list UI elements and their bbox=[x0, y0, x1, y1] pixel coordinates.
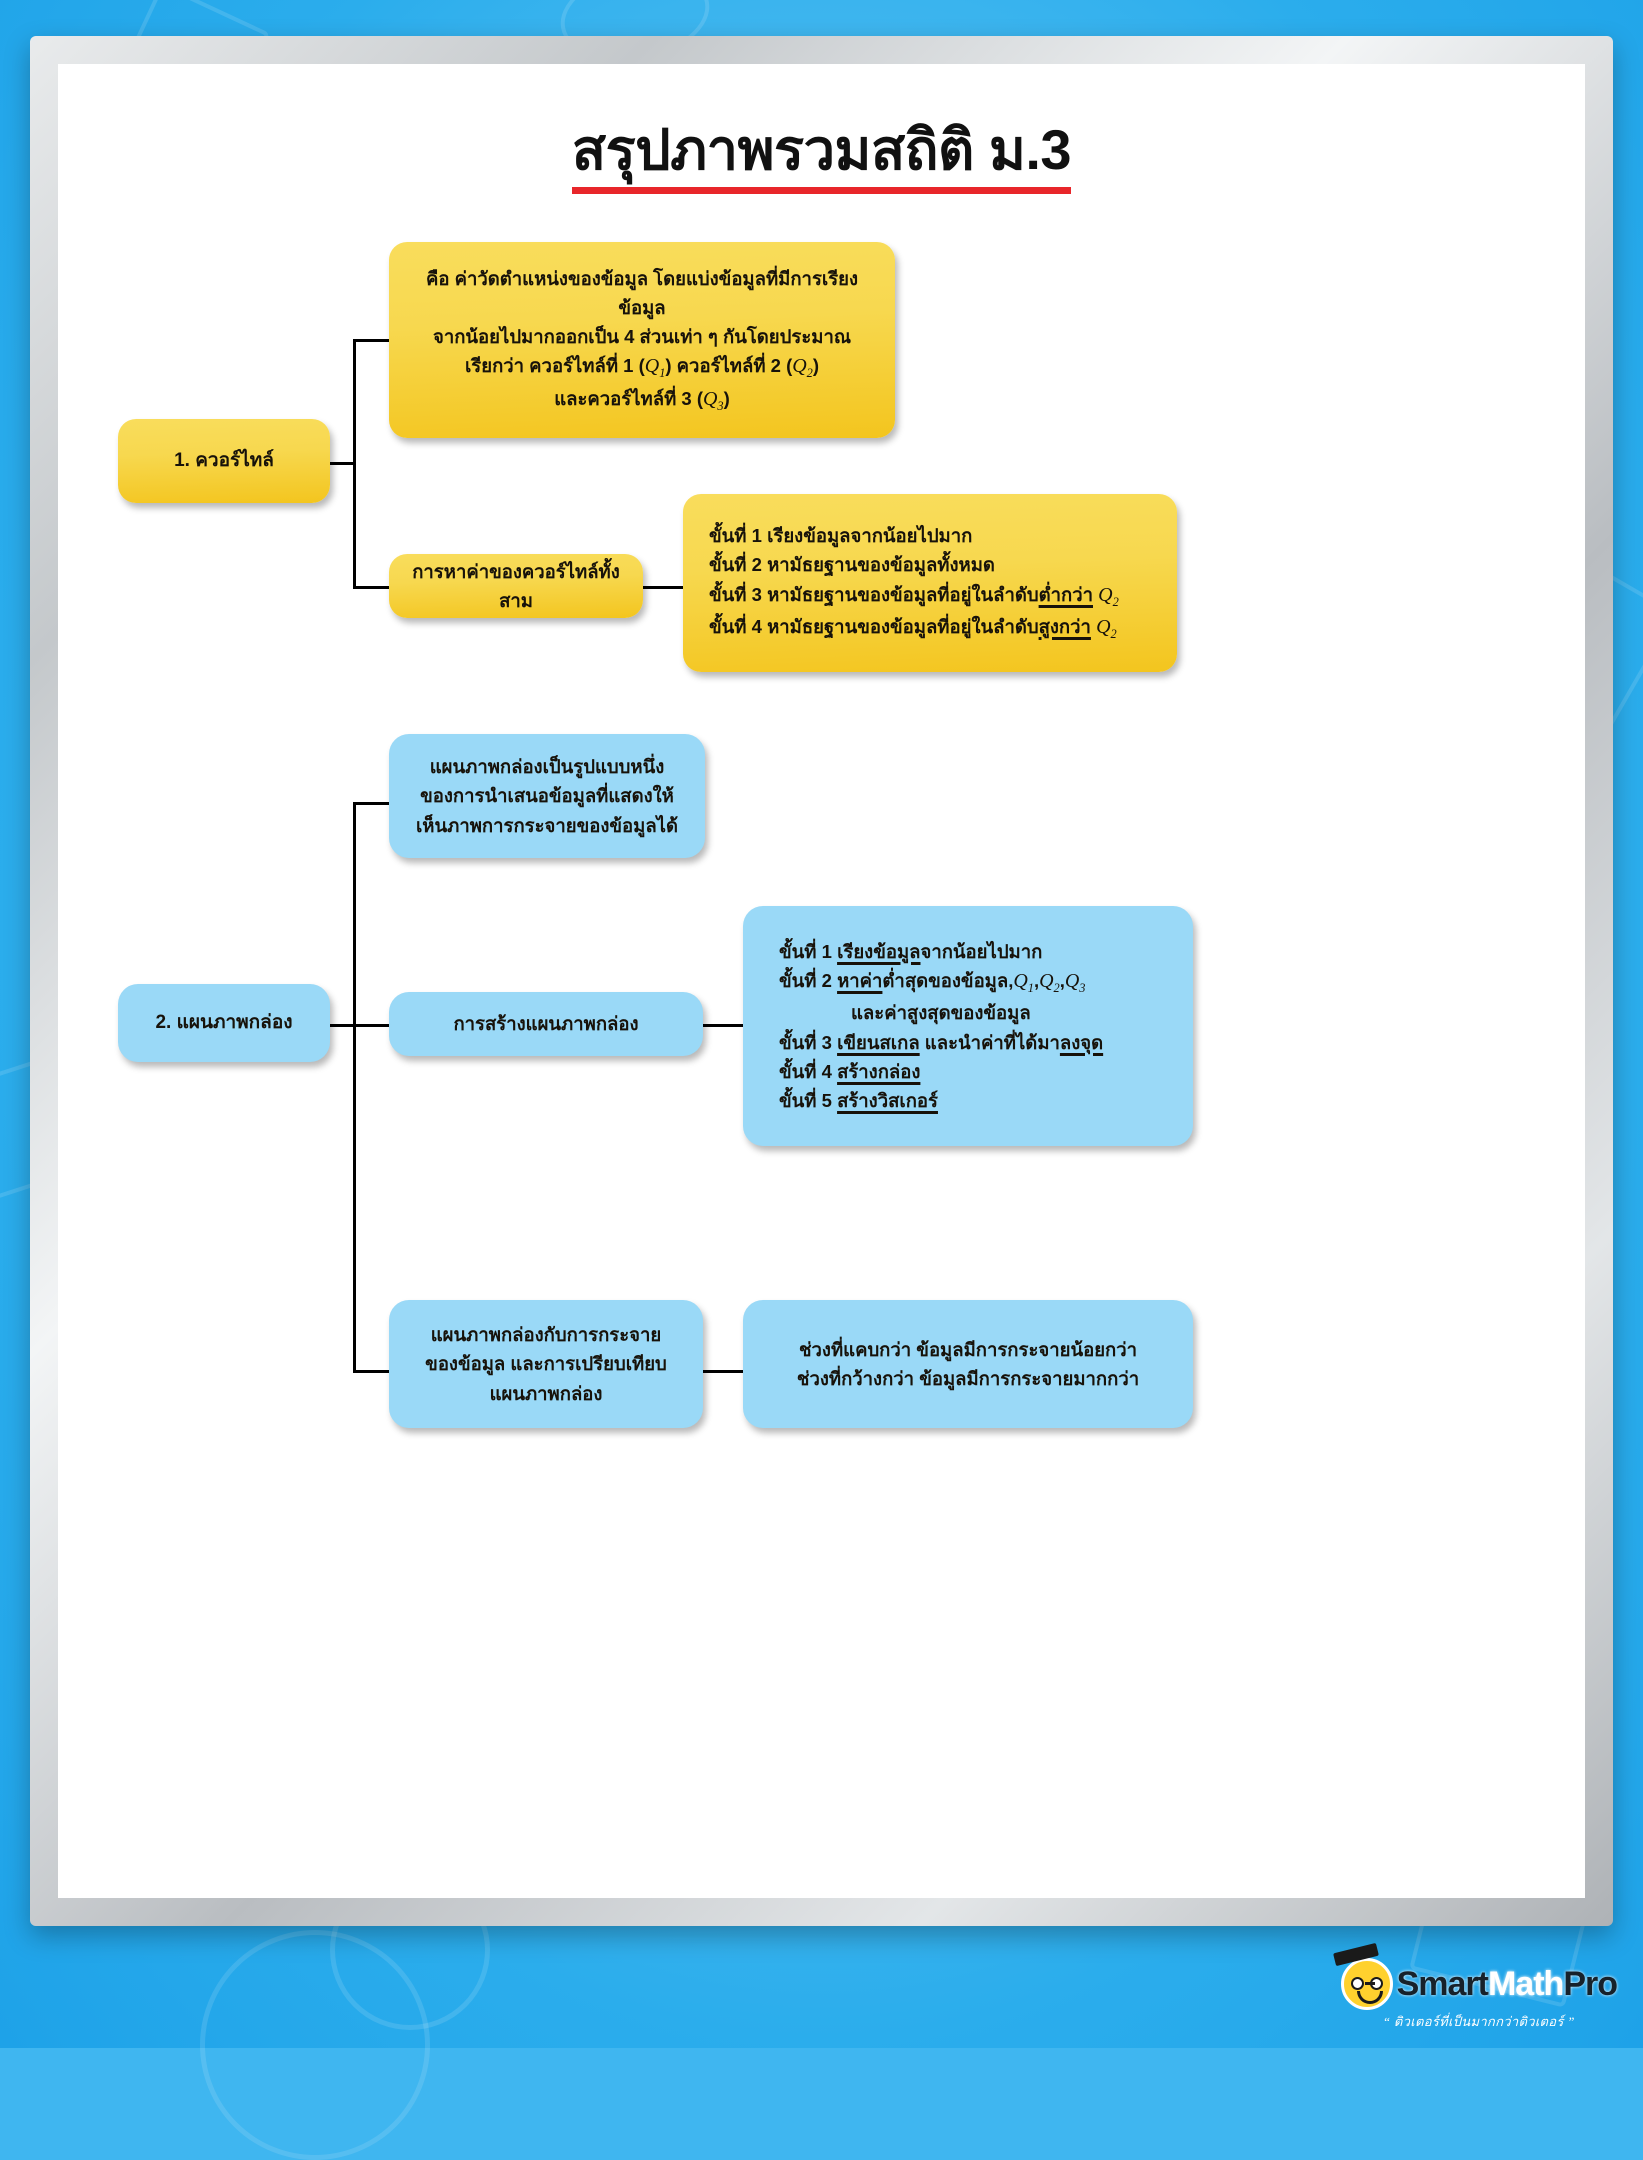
boxplot-step-3 bbox=[779, 1028, 1103, 1057]
boxplot-step-2-q1: $Q_1$ bbox=[1013, 969, 1034, 995]
connector-s2-label-stub bbox=[328, 1024, 356, 1027]
brand-smart: Smart bbox=[1396, 1964, 1488, 2003]
definition-line-2: จากน้อยไปมากออกเป็น 4 ส่วนเท่า ๆ กันโดยประมาณ bbox=[432, 326, 851, 348]
brand-logo bbox=[1341, 1958, 1617, 2032]
boxplot-step-5-underlined: สร้างวิสเกอร์ bbox=[837, 1090, 938, 1112]
boxplot-step-5-number: ขั้นที่ 5 bbox=[779, 1090, 832, 1112]
node-quartile-label-text: 1. ควอร์ไทล์ bbox=[174, 449, 274, 471]
quartile-step-4-underlined: สูงกว่า bbox=[1038, 616, 1091, 638]
quartile-step-3 bbox=[709, 580, 1119, 613]
definition-line-3-b: ) ควอร์ไทล์ที่ 2 ( bbox=[665, 355, 793, 377]
graduate-face-icon bbox=[1341, 1958, 1393, 2010]
node-boxplot-construct-label-text: การสร้างแผนภาพกล่อง bbox=[453, 1013, 639, 1035]
boxplot-step-1-underlined: เรียงข้อมูล bbox=[837, 940, 921, 962]
quartile-step-4-number: ขั้นที่ 4 bbox=[709, 616, 762, 638]
boxplot-step-3-number: ขั้นที่ 3 bbox=[779, 1031, 832, 1053]
brand-logo-row bbox=[1341, 1958, 1617, 2010]
connector-s2-compare-to-detail bbox=[703, 1370, 743, 1373]
connector-s2-branch-2 bbox=[353, 1024, 389, 1027]
definition-line-1: คือ ค่าวัดตำแหน่งของข้อมูล โดยแบ่งข้อมูลที่มีการเรียงข้อมูล bbox=[425, 267, 859, 318]
node-boxplot-compare-detail[interactable] bbox=[743, 1300, 1193, 1428]
definition-line-3 bbox=[465, 351, 819, 384]
boxplot-step-1-number: ขั้นที่ 1 bbox=[779, 940, 832, 962]
brand-math: Math bbox=[1487, 1964, 1564, 2003]
boxplot-definition-line-1: แผนภาพกล่องเป็นรูปแบบหนึ่ง bbox=[429, 756, 665, 778]
page-title-container bbox=[58, 119, 1585, 194]
node-boxplot-construct-label[interactable] bbox=[389, 992, 703, 1056]
compare-label-line-2: ของข้อมูล และการเปรียบเทียบ bbox=[425, 1353, 667, 1375]
boxplot-step-5 bbox=[779, 1086, 938, 1115]
node-boxplot-definition[interactable] bbox=[389, 734, 705, 858]
page-title: สรุปภาพรวมสถิติ ม.3 bbox=[572, 119, 1071, 194]
brand-pro: Pro bbox=[1563, 1964, 1617, 2003]
boxplot-definition-line-3: เห็นภาพการกระจายของข้อมูลได้ bbox=[415, 814, 678, 836]
boxplot-step-1 bbox=[779, 937, 1042, 966]
quartile-step-1-text: เรียงข้อมูลจากน้อยไปมาก bbox=[767, 525, 973, 547]
node-quartile-definition[interactable] bbox=[389, 242, 895, 438]
quartile-step-1 bbox=[709, 521, 972, 550]
definition-line-4-a: และควอร์ไทล์ที่ 3 ( bbox=[554, 387, 703, 409]
definition-line-3-a: เรียกว่า ควอร์ไทล์ที่ 1 ( bbox=[464, 355, 645, 377]
quartile-step-1-number: ขั้นที่ 1 bbox=[709, 525, 762, 547]
compare-detail-line-2: ช่วงที่กว้างกว่า ข้อมูลมีการกระจายมากกว่า bbox=[796, 1368, 1140, 1389]
connector-s1-sub-to-steps bbox=[643, 586, 683, 589]
connector-s2-branch-1 bbox=[353, 802, 389, 805]
definition-line-4 bbox=[554, 384, 730, 417]
connector-s1-label-stub bbox=[328, 462, 356, 465]
node-boxplot-construct-steps[interactable] bbox=[743, 906, 1193, 1146]
boxplot-step-3-underlined-2: ลงจุด bbox=[1059, 1031, 1104, 1053]
connector-s2-branch-3 bbox=[353, 1370, 389, 1373]
node-boxplot-label-text: 2. แผนภาพกล่อง bbox=[155, 1011, 293, 1033]
connector-s1-top-branch bbox=[353, 339, 389, 342]
connector-s1-bottom-branch bbox=[353, 586, 389, 589]
definition-line-3-c: ) bbox=[812, 355, 820, 377]
connector-s2-vertical bbox=[353, 802, 356, 1372]
poster-canvas bbox=[58, 64, 1585, 1898]
q1-symbol: $Q_1$ bbox=[644, 355, 666, 381]
boxplot-step-3-text: และนำค่าที่ได้มา bbox=[919, 1031, 1060, 1053]
quartile-step-4 bbox=[709, 612, 1117, 645]
poster-frame bbox=[30, 36, 1613, 1926]
compare-label-line-1: แผนภาพกล่องกับการกระจาย bbox=[430, 1324, 662, 1346]
boxplot-step-2: ขั้นที่ 2 หาค่าต่ำสุดของข้อมูล$,Q_1,Q_2,Q_3$ bbox=[779, 969, 1086, 995]
eye-left-icon bbox=[1351, 1977, 1364, 1990]
boxplot-step-4-underlined: สร้างกล่อง bbox=[837, 1060, 921, 1082]
compare-label-line-3: แผนภาพกล่อง bbox=[489, 1382, 603, 1404]
boxplot-step-2-cont bbox=[779, 998, 1031, 1027]
boxplot-step-3-underlined: เขียนสเกล bbox=[837, 1031, 920, 1053]
definition-line-4-b: ) bbox=[723, 387, 730, 409]
boxplot-step-2-q2: $Q_2$ bbox=[1039, 969, 1060, 995]
node-quartile-steps[interactable] bbox=[683, 494, 1177, 672]
q2-symbol: $Q_2$ bbox=[792, 355, 813, 381]
boxplot-step-4-number: ขั้นที่ 4 bbox=[779, 1060, 832, 1082]
compare-detail-line-1: ช่วงที่แคบกว่า ข้อมูลมีการกระจายน้อยกว่า bbox=[798, 1338, 1138, 1360]
boxplot-step-2-underlined: หาค่า bbox=[837, 969, 883, 991]
quartile-step-3-underlined: ต่ำกว่า bbox=[1038, 583, 1093, 605]
q3-symbol: $Q_3$ bbox=[703, 387, 724, 413]
connector-s2-construct-to-steps bbox=[703, 1024, 743, 1027]
node-quartile-method-label[interactable] bbox=[389, 554, 643, 618]
boxplot-step-2-text: ต่ำสุดของข้อมูล, bbox=[882, 969, 1014, 991]
quartile-step-4-text: หามัธยฐานของข้อมูลที่อยู่ในลำดับ bbox=[767, 616, 1039, 638]
quartile-step-2-number: ขั้นที่ 2 bbox=[709, 554, 762, 576]
node-boxplot-compare-label[interactable] bbox=[389, 1300, 703, 1428]
boxplot-step-2-cont-text: และค่าสูงสุดของข้อมูล bbox=[851, 1002, 1031, 1024]
smile-icon bbox=[1357, 1991, 1383, 2004]
node-boxplot-label[interactable] bbox=[118, 984, 330, 1062]
boxplot-step-2-number: ขั้นที่ 2 bbox=[779, 969, 832, 991]
quartile-step-2 bbox=[709, 550, 995, 579]
boxplot-step-2-q3: $Q_3$ bbox=[1064, 969, 1086, 995]
quartile-step-3-number: ขั้นที่ 3 bbox=[709, 583, 762, 605]
quartile-step-3-q: $Q_2$ bbox=[1098, 583, 1119, 609]
boxplot-definition-line-2: ของการนำเสนอข้อมูลที่แสดงให้ bbox=[420, 785, 674, 807]
glasses-bridge-icon bbox=[1365, 1982, 1375, 1985]
quartile-step-2-text: หามัธยฐานของข้อมูลทั้งหมด bbox=[767, 554, 995, 576]
quartile-step-3-text: หามัธยฐานของข้อมูลที่อยู่ในลำดับ bbox=[767, 583, 1039, 605]
brand-logo-text bbox=[1397, 1965, 1617, 2004]
node-quartile-label[interactable] bbox=[118, 419, 330, 503]
brand-tagline: “ ติวเตอร์ที่เป็นมากกว่าติวเตอร์ ” bbox=[1382, 2014, 1575, 2029]
node-quartile-method-label-text: การหาค่าของควอร์ไทล์ทั้งสาม bbox=[412, 560, 620, 611]
boxplot-step-1-text: จากน้อยไปมาก bbox=[920, 940, 1043, 962]
quartile-step-4-q: $Q_2$ bbox=[1096, 616, 1117, 642]
boxplot-step-4 bbox=[779, 1057, 920, 1086]
